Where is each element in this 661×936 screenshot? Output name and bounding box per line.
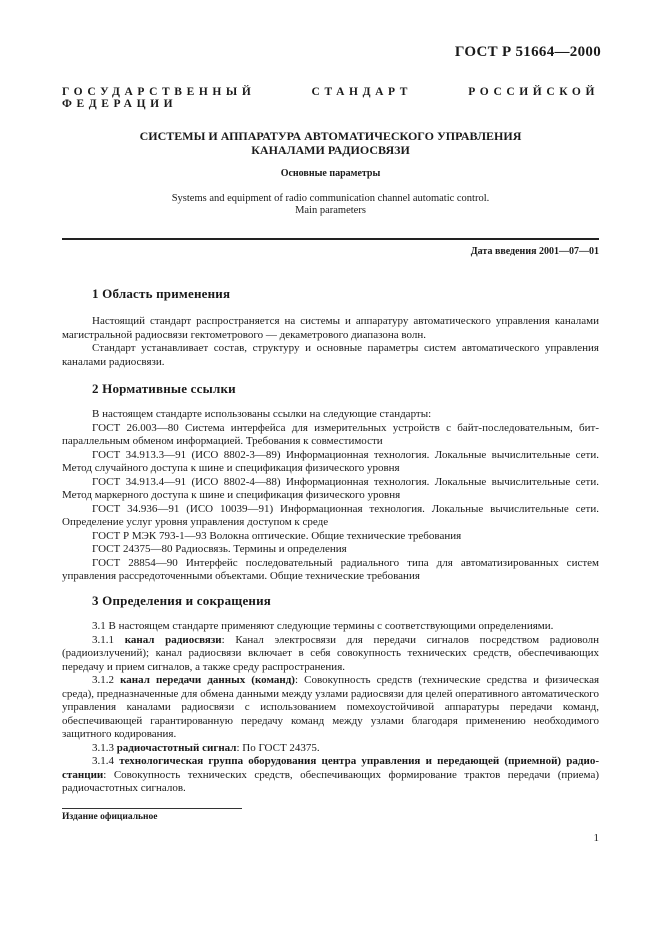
definition-number: 3.1.2 (92, 674, 114, 686)
section-1-body (62, 315, 599, 369)
definition-3-1-4 (62, 755, 599, 796)
definition-text: : Совокупность технических средств, обеспечивающих формирование трактов передачи (приема) радиочастотных сигналов. (62, 768, 599, 794)
section-1-paragraph: Настоящий стандарт распространяется на системы и аппаратуру автоматического управления каналами магистральной радиосвязи гектометрового — декаметрового диапазона волн. (62, 315, 599, 341)
definition-text: : Канал электросвязи для передачи сигналов посредством радиоволн (радиоизлучений); канал радиосвязи включает в себя совокупность технических средств, обеспечивающих передачу и прием сигналов, а также среду распространения. (62, 633, 600, 673)
state-standard-heading: ГОСУДАРСТВЕННЫЙ СТАНДАРТ РОССИЙСКОЙ ФЕДЕРАЦИИ (62, 86, 599, 110)
english-title-line-2: Main parameters (295, 205, 366, 216)
title-divider (62, 238, 599, 240)
reference-item: ГОСТ 24375—80 Радиосвязь. Термины и определения (92, 543, 347, 555)
section-2-heading: 2 Нормативные ссылки (92, 381, 236, 396)
definition-number: 3.1.1 (92, 633, 114, 646)
definition-term: канал передачи данных (команд) (120, 674, 295, 686)
section-3-body (62, 620, 599, 796)
definition-number: 3.1.3 (92, 741, 114, 754)
introduction-date: Дата введения 2001—07—01 (470, 246, 599, 257)
definition-3-1-2 (62, 674, 599, 742)
title-line-2: КАНАЛАМИ РАДИОСВЯЗИ (251, 143, 410, 157)
footer-divider (62, 808, 242, 809)
reference-item: ГОСТ 26.003—80 Система интерфейса для измерительных устройств с байт-последовательным, бит-параллельным обменом информацией. Требования к совместимости (62, 421, 599, 447)
section-1-paragraph: Стандарт устанавливает состав, структуру и основные параметры систем автоматического управления каналами радиосвязи. (62, 342, 599, 368)
document-subtitle: Основные параметры (280, 168, 381, 179)
reference-item: ГОСТ 34.913.3—91 (ИСО 8802-3—89) Информационная технология. Локальные вычислительные сети. Метод случайного доступа к шине и спецификация физического уровня (62, 448, 599, 474)
title-line-1: СИСТЕМЫ И АППАРАТУРА АВТОМАТИЧЕСКОГО УПРАВЛЕНИЯ (139, 129, 522, 143)
section-1-heading: 1 Область применения (92, 286, 231, 301)
definition-3-1-1 (62, 634, 599, 675)
reference-item: ГОСТ 28854—90 Интерфейс последовательный радиального типа для автоматизированных систем управления рассредоточенными объектами. Общие технические требования (62, 556, 599, 582)
official-edition-label: Издание официальное (62, 812, 158, 822)
reference-item: ГОСТ Р МЭК 793-1—93 Волокна оптические. Общие технические требования (92, 529, 462, 542)
definition-term: радиочастотный сигнал (116, 741, 237, 754)
reference-item: ГОСТ 34.913.4—91 (ИСО 8802-4—88) Информационная технология. Локальные вычислительные сети. Метод маркерного доступа к шине и спецификация физического уровня (62, 475, 599, 501)
page-number: 1 (593, 832, 599, 844)
definition-3-1-3 (62, 742, 599, 756)
reference-item: ГОСТ 34.936—91 (ИСО 10039—91) Информационная технология. Локальные вычислительные сети. Определение услуг уровня управления доступом к среде (62, 502, 599, 528)
definition-term: технологическая группа оборудования центра управления и передающей (приемной) радиостанции (62, 755, 599, 781)
clause-3-1: 3.1 В настоящем стандарте применяют следующие термины с соответствующими определениями. (92, 620, 554, 632)
definition-number: 3.1.4 (92, 755, 114, 767)
references-intro: В настоящем стандарте использованы ссылки на следующие стандарты: (92, 408, 432, 420)
english-title-line-1: Systems and equipment of radio communication channel automatic control. (171, 193, 490, 204)
section-2-body (62, 408, 599, 584)
definition-term: канал радиосвязи (124, 633, 222, 646)
section-3-heading: 3 Определения и сокращения (92, 593, 272, 608)
definition-text: : Совокупность средств (технические средства и физическая среда), предназначенные для обмена данными между узлами радиосвязи для целей оперативного автоматического управления каналами радиосвязи с использованием помехоустойчивой аппаратуры передачи команд, обеспечивающей гарантированную передачу команд между узлами благодаря применению необходимого защитного кодирования. (62, 674, 600, 740)
english-title (62, 193, 599, 217)
definition-text: : По ГОСТ 24375. (236, 741, 320, 754)
document-code: ГОСТ Р 51664—2000 (454, 44, 601, 60)
document-title (62, 129, 599, 157)
